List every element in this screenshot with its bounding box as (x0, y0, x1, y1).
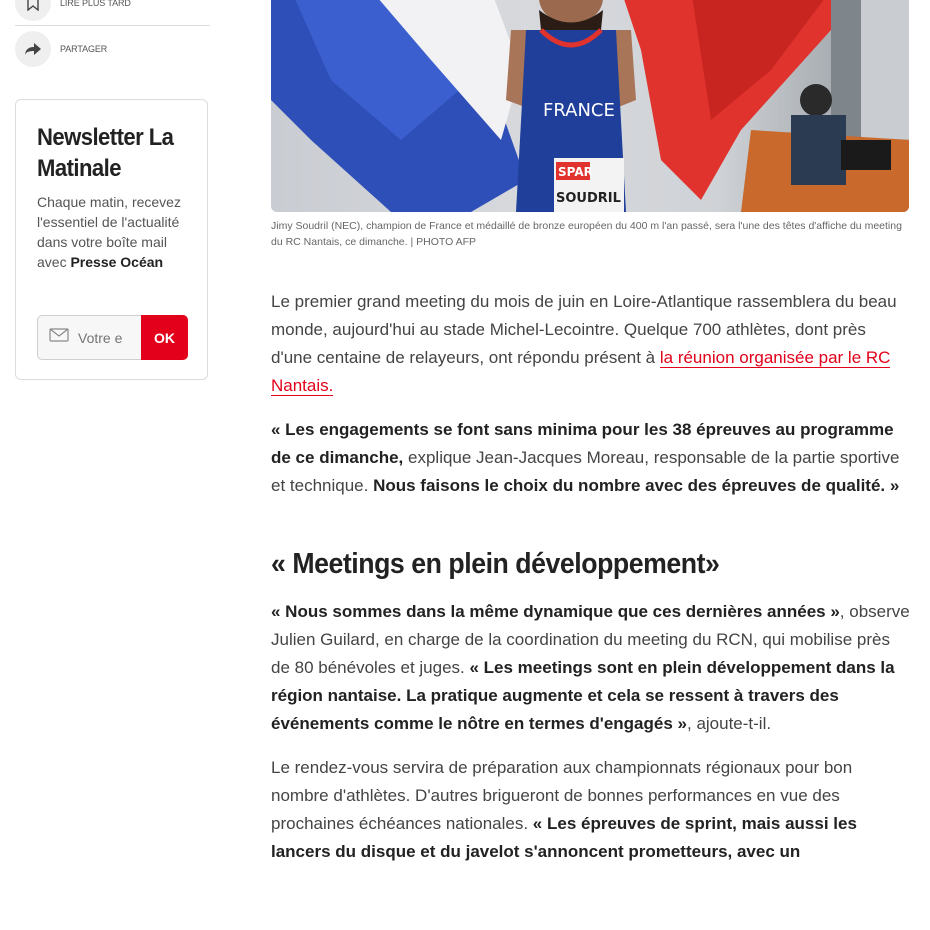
paragraph-3-text: , observe Julien Guilard, en charge de la coordination du meeting du RCN, qui mobilise près de 80 bénévoles et juges. (271, 602, 910, 677)
section-heading: « Meetings en plein développement» (271, 548, 720, 580)
newsletter-input-wrapper[interactable] (37, 315, 141, 360)
newsletter-brand: Presse Océan (70, 254, 164, 270)
photo-caption: Jimy Soudril (NEC), champion de France et médaillé de bronze européen du 400 m l'an passé, sera l'une des têtes d'affiche du meeting du RC Nantais, ce dimanche. | PHOTO AFP (271, 220, 902, 248)
newsletter-email-input[interactable] (78, 330, 130, 346)
paragraph-3 (271, 598, 911, 738)
paragraph-2 (271, 416, 911, 500)
bookmark-icon (15, 0, 51, 21)
quote-2: Nous faisons le choix du nombre avec des épreuves de qualité. » (373, 476, 900, 495)
bib-sponsor-text: SPAR (558, 165, 593, 179)
share-label: PARTAGER (60, 44, 108, 54)
paragraph-4-text: Le rendez-vous servira de préparation aux championnats régionaux pour bon nombre d'athlètes. D'autres brigueront de bonnes performances en vue des prochaines échéances nationales. (271, 758, 853, 833)
newsletter-description-text: Chaque matin, recevez l'essentiel de l'actualité dans votre boîte mail avec (37, 194, 181, 270)
newsletter-title: Newsletter La Matinale (37, 124, 174, 182)
paragraph-2-text: explique Jean-Jacques Moreau, responsable de la partie sportive et technique. (271, 448, 900, 495)
divider (15, 25, 210, 26)
newsletter-description (37, 192, 187, 272)
club-link[interactable]: la réunion organisée par le RC Nantais. (271, 348, 891, 395)
read-later-label: LIRE PLUS TARD (60, 0, 131, 8)
read-later-button[interactable] (15, 0, 210, 20)
jersey-text: FRANCE (543, 100, 615, 121)
share-arrow-icon (15, 31, 51, 67)
paragraph-4 (271, 754, 911, 866)
quote-4: « Les meetings sont en plein développement dans la région nantaise. La pratique augmente et cela se ressent à travers des événements comme le nôtre en termes d'engagés » (271, 658, 895, 733)
athlete-photo-illustration (271, 0, 909, 212)
newsletter-submit-button[interactable]: OK (141, 315, 188, 360)
newsletter-form (37, 315, 188, 360)
paragraph-1 (271, 288, 911, 400)
article-body (271, 288, 911, 882)
envelope-icon (49, 328, 69, 347)
quote-1: « Les engagements se font sans minima pour les 38 épreuves au programme de ce dimanche, (271, 420, 894, 467)
paragraph-3-tail: , ajoute-t-il. (687, 714, 772, 733)
article-photo (271, 0, 909, 212)
quote-5: « Les épreuves de sprint, mais aussi les lancers du disque et du javelot s'annoncent prometteurs, avec un (271, 814, 857, 861)
bib-name-text: SOUDRIL (556, 191, 621, 206)
quote-3: « Nous sommes dans la même dynamique que ces dernières années » (271, 602, 840, 621)
share-button[interactable] (15, 32, 210, 66)
newsletter-box (15, 99, 208, 380)
paragraph-1-text: Le premier grand meeting du mois de juin en Loire-Atlantique rassemblera du beau monde, aujourd'hui au stade Michel-Lecointre. Quelque 700 athlètes, dont près d'une centaine de relayeurs, ont répondu présent à (271, 292, 897, 367)
